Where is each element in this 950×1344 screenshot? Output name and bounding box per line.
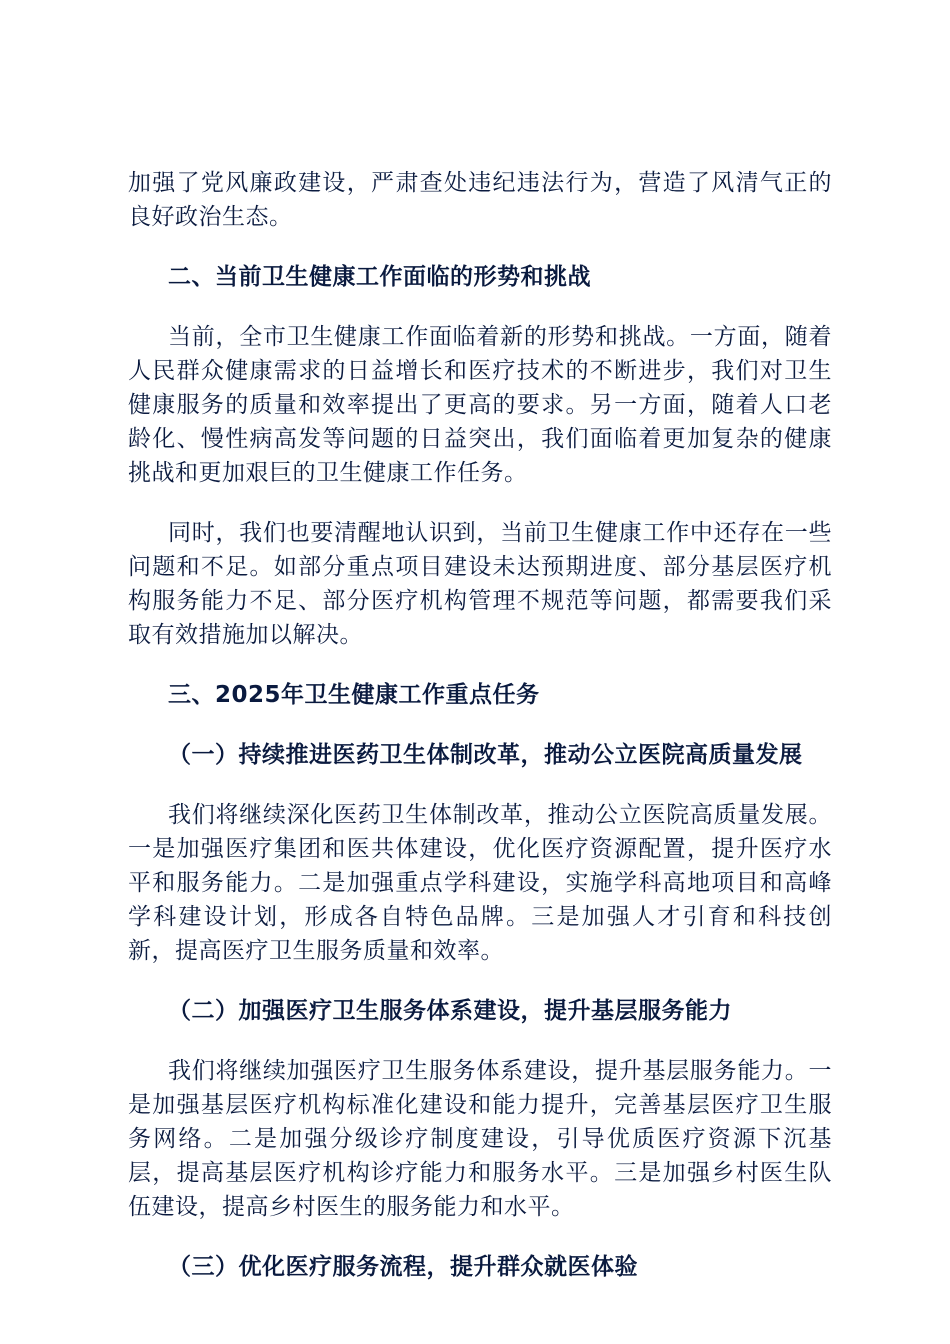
paragraph-party-conduct: 加强了党风廉政建设，严肃查处违纪违法行为，营造了风清气正的良好政治生态。 [128,170,832,230]
paragraph-grassroots: 我们将继续加强医疗卫生服务体系建设，提升基层服务能力。一是加强基层医疗机构标准化建设和能力提升，完善基层医疗卫生服务网络。二是加强分级诊疗制度建设，引导优质医疗资源下沉基层，提高基层医疗机构诊疗能力和服务水平。三是加强乡村医生队伍建设，提高乡村医生的服务能力和水平。 [128,1058,832,1220]
subsection-heading-3: （三）优化医疗服务流程，提升群众就医体验 [168,1254,638,1280]
paragraph-situation: 当前，全市卫生健康工作面临着新的形势和挑战。一方面，随着人民群众健康需求的日益增长和医疗技术的不断进步，我们对卫生健康服务的质量和效率提出了更高的要求。另一方面，随着人口老龄化、慢性病高发等问题的日益突出，我们面临着更加复杂的健康挑战和更加艰巨的卫生健康工作任务。 [128,324,832,486]
subsection-heading-1: （一）持续推进医药卫生体制改革，推动公立医院高质量发展 [168,742,803,768]
paragraph-problems: 同时，我们也要清醒地认识到，当前卫生健康工作中还存在一些问题和不足。如部分重点项目建设未达预期进度、部分基层医疗机构服务能力不足、部分医疗机构管理不规范等问题，都需要我们采取有效措施加以解决。 [128,520,832,648]
section-heading-2: 二、当前卫生健康工作面临的形势和挑战 [168,264,591,290]
section-heading-3: 三、2025年卫生健康工作重点任务 [168,682,540,708]
document-body [128,166,832,1310]
subsection-heading-2: （二）加强医疗卫生服务体系建设，提升基层服务能力 [168,998,732,1024]
paragraph-reform: 我们将继续深化医药卫生体制改革，推动公立医院高质量发展。一是加强医疗集团和医共体建设，优化医疗资源配置，提升医疗水平和服务能力。二是加强重点学科建设，实施学科高地项目和高峰学科建设计划，形成各自特色品牌。三是加强人才引育和科技创新，提高医疗卫生服务质量和效率。 [128,802,832,964]
